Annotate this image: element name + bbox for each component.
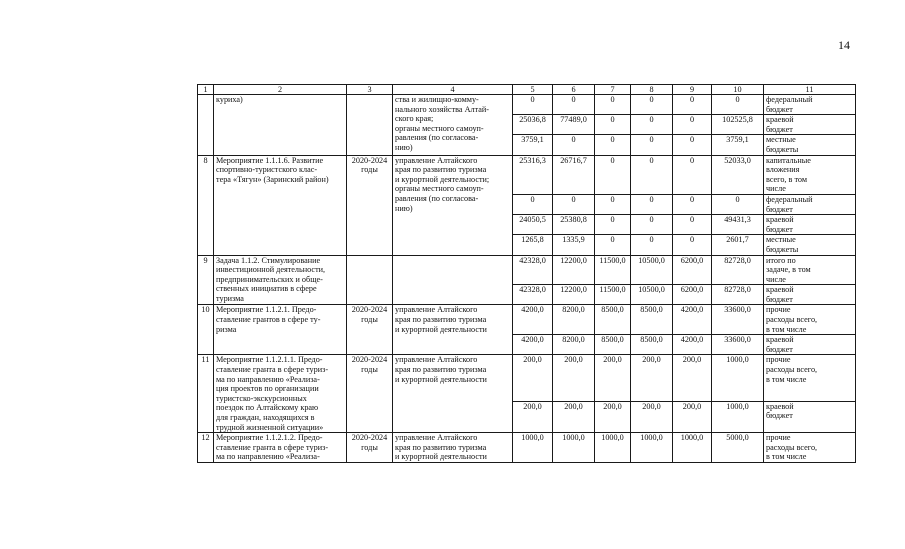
column-header: 3 xyxy=(347,85,393,95)
period-cell: 2020-2024 годы xyxy=(347,305,393,355)
amount-cell: 200,0 xyxy=(595,401,631,432)
amount-cell: 200,0 xyxy=(513,355,553,401)
amount-cell: 2601,7 xyxy=(712,235,764,255)
table-row xyxy=(198,155,856,194)
funding-source-cell: прочие расходы всего, в том числе xyxy=(764,433,856,463)
column-header: 5 xyxy=(513,85,553,95)
event-name-cell: Мероприятие 1.1.2.1. Предо- ставление грантов в сфере ту- ризма xyxy=(214,305,347,355)
amount-cell: 0 xyxy=(595,95,631,115)
amount-cell: 1335,9 xyxy=(553,235,595,255)
amount-cell: 200,0 xyxy=(631,355,673,401)
amount-cell: 0 xyxy=(631,115,673,135)
funding-source-cell: местные бюджеты xyxy=(764,235,856,255)
period-cell: 2020-2024 годы xyxy=(347,433,393,463)
amount-cell: 200,0 xyxy=(553,355,595,401)
amount-cell: 42328,0 xyxy=(513,285,553,305)
funding-source-cell: прочие расходы всего, в том числе xyxy=(764,355,856,401)
row-number-cell xyxy=(198,95,214,156)
amount-cell: 0 xyxy=(595,115,631,135)
amount-cell: 25380,8 xyxy=(553,215,595,235)
column-header: 4 xyxy=(393,85,513,95)
funding-source-cell: федеральный бюджет xyxy=(764,194,856,214)
amount-cell: 1000,0 xyxy=(712,355,764,401)
amount-cell: 4200,0 xyxy=(513,305,553,335)
amount-cell: 200,0 xyxy=(673,355,712,401)
table-row xyxy=(198,433,856,463)
amount-cell: 0 xyxy=(553,95,595,115)
amount-cell: 6200,0 xyxy=(673,255,712,285)
column-header: 11 xyxy=(764,85,856,95)
funding-source-cell: местные бюджеты xyxy=(764,135,856,155)
amount-cell: 0 xyxy=(631,215,673,235)
amount-cell: 200,0 xyxy=(631,401,673,432)
amount-cell: 4200,0 xyxy=(673,305,712,335)
amount-cell: 25036,8 xyxy=(513,115,553,135)
amount-cell: 0 xyxy=(553,194,595,214)
funding-source-cell: федеральный бюджет xyxy=(764,95,856,115)
table-row xyxy=(198,95,856,115)
amount-cell: 10500,0 xyxy=(631,255,673,285)
amount-cell: 1000,0 xyxy=(673,433,712,463)
budget-table xyxy=(197,84,856,463)
amount-cell: 82728,0 xyxy=(712,255,764,285)
amount-cell: 6200,0 xyxy=(673,285,712,305)
amount-cell: 0 xyxy=(513,95,553,115)
column-header: 8 xyxy=(631,85,673,95)
amount-cell: 0 xyxy=(631,235,673,255)
amount-cell: 12200,0 xyxy=(553,255,595,285)
funding-source-cell: краевой бюджет xyxy=(764,285,856,305)
funding-source-cell: краевой бюджет xyxy=(764,215,856,235)
amount-cell: 10500,0 xyxy=(631,285,673,305)
period-cell: 2020-2024 годы xyxy=(347,155,393,255)
amount-cell: 0 xyxy=(673,194,712,214)
amount-cell: 24050,5 xyxy=(513,215,553,235)
amount-cell: 0 xyxy=(673,115,712,135)
amount-cell: 102525,8 xyxy=(712,115,764,135)
amount-cell: 1000,0 xyxy=(513,433,553,463)
row-number-cell: 9 xyxy=(198,255,214,305)
amount-cell: 200,0 xyxy=(673,401,712,432)
amount-cell: 25316,3 xyxy=(513,155,553,194)
event-name-cell: куриха) xyxy=(214,95,347,156)
executor-cell xyxy=(393,255,513,305)
table-row xyxy=(198,355,856,401)
funding-source-cell: прочие расходы всего, в том числе xyxy=(764,305,856,335)
amount-cell: 8200,0 xyxy=(553,305,595,335)
executor-cell: управление Алтайского края по развитию туризма и курортной деятельности xyxy=(393,433,513,463)
amount-cell: 200,0 xyxy=(513,401,553,432)
executor-cell: ства и жилищно-комму- нального хозяйства Алтай- ского края; органы местного самоуп- равления (по согласова- нию) xyxy=(393,95,513,156)
period-cell xyxy=(347,95,393,156)
row-number-cell: 11 xyxy=(198,355,214,433)
column-header: 7 xyxy=(595,85,631,95)
event-name-cell: Задача 1.1.2. Стимулирование инвестиционной деятельности, предпринимательских и обще- ственных инициатив в сфере туризма xyxy=(214,255,347,305)
amount-cell: 0 xyxy=(595,135,631,155)
funding-source-cell: краевой бюджет xyxy=(764,115,856,135)
event-name-cell: Мероприятие 1.1.2.1.2. Предо- ставление гранта в сфере туриз- ма по направлению «Реализа- xyxy=(214,433,347,463)
amount-cell: 5000,0 xyxy=(712,433,764,463)
amount-cell: 0 xyxy=(553,135,595,155)
amount-cell: 8500,0 xyxy=(631,305,673,335)
funding-source-cell: капитальные вложения всего, в том числе xyxy=(764,155,856,194)
amount-cell: 0 xyxy=(595,194,631,214)
amount-cell: 33600,0 xyxy=(712,305,764,335)
amount-cell: 8500,0 xyxy=(595,335,631,355)
amount-cell: 3759,1 xyxy=(712,135,764,155)
amount-cell: 52033,0 xyxy=(712,155,764,194)
column-header: 9 xyxy=(673,85,712,95)
row-number-cell: 8 xyxy=(198,155,214,255)
amount-cell: 11500,0 xyxy=(595,285,631,305)
executor-cell: управление Алтайского края по развитию туризма и курортной деятельности xyxy=(393,305,513,355)
table-row xyxy=(198,305,856,335)
amount-cell: 200,0 xyxy=(595,355,631,401)
amount-cell: 82728,0 xyxy=(712,285,764,305)
amount-cell: 11500,0 xyxy=(595,255,631,285)
amount-cell: 200,0 xyxy=(553,401,595,432)
event-name-cell: Мероприятие 1.1.1.6. Развитие спортивно-туристского клас- тера «Тягун» (Заринский район) xyxy=(214,155,347,255)
amount-cell: 0 xyxy=(712,194,764,214)
amount-cell: 1000,0 xyxy=(595,433,631,463)
column-header: 1 xyxy=(198,85,214,95)
amount-cell: 1000,0 xyxy=(712,401,764,432)
amount-cell: 77489,0 xyxy=(553,115,595,135)
event-name-cell: Мероприятие 1.1.2.1.1. Предо- ставление гранта в сфере туриз- ма по направлению «Реализа- ция проектов по организации туристско-экскурсионных поездок по Алтайскому краю для граждан, находящихся в трудной жизненной ситуации» xyxy=(214,355,347,433)
amount-cell: 0 xyxy=(673,235,712,255)
amount-cell: 0 xyxy=(673,135,712,155)
amount-cell: 0 xyxy=(673,95,712,115)
amount-cell: 33600,0 xyxy=(712,335,764,355)
page-number: 14 xyxy=(838,38,850,52)
amount-cell: 12200,0 xyxy=(553,285,595,305)
column-header-row xyxy=(198,85,856,95)
column-header: 6 xyxy=(553,85,595,95)
amount-cell: 0 xyxy=(513,194,553,214)
amount-cell: 1000,0 xyxy=(631,433,673,463)
amount-cell: 0 xyxy=(595,155,631,194)
amount-cell: 8200,0 xyxy=(553,335,595,355)
amount-cell: 0 xyxy=(631,135,673,155)
amount-cell: 1265,8 xyxy=(513,235,553,255)
amount-cell: 4200,0 xyxy=(513,335,553,355)
amount-cell: 0 xyxy=(631,95,673,115)
amount-cell: 0 xyxy=(631,194,673,214)
executor-cell: управление Алтайского края по развитию туризма и курортной деятельности xyxy=(393,355,513,433)
column-header: 2 xyxy=(214,85,347,95)
period-cell: 2020-2024 годы xyxy=(347,355,393,433)
amount-cell: 8500,0 xyxy=(595,305,631,335)
amount-cell: 42328,0 xyxy=(513,255,553,285)
amount-cell: 0 xyxy=(595,215,631,235)
amount-cell: 3759,1 xyxy=(513,135,553,155)
amount-cell: 0 xyxy=(673,155,712,194)
table-row xyxy=(198,255,856,285)
amount-cell: 0 xyxy=(673,215,712,235)
amount-cell: 49431,3 xyxy=(712,215,764,235)
amount-cell: 0 xyxy=(631,155,673,194)
executor-cell: управление Алтайского края по развитию туризма и курортной деятельности; органы местного самоуп- равления (по согласова- нию) xyxy=(393,155,513,255)
funding-source-cell: краевой бюджет xyxy=(764,401,856,432)
funding-source-cell: краевой бюджет xyxy=(764,335,856,355)
period-cell xyxy=(347,255,393,305)
column-header: 10 xyxy=(712,85,764,95)
row-number-cell: 10 xyxy=(198,305,214,355)
row-number-cell: 12 xyxy=(198,433,214,463)
amount-cell: 26716,7 xyxy=(553,155,595,194)
amount-cell: 0 xyxy=(712,95,764,115)
amount-cell: 4200,0 xyxy=(673,335,712,355)
amount-cell: 1000,0 xyxy=(553,433,595,463)
funding-source-cell: итого по задаче, в том числе xyxy=(764,255,856,285)
amount-cell: 0 xyxy=(595,235,631,255)
amount-cell: 8500,0 xyxy=(631,335,673,355)
